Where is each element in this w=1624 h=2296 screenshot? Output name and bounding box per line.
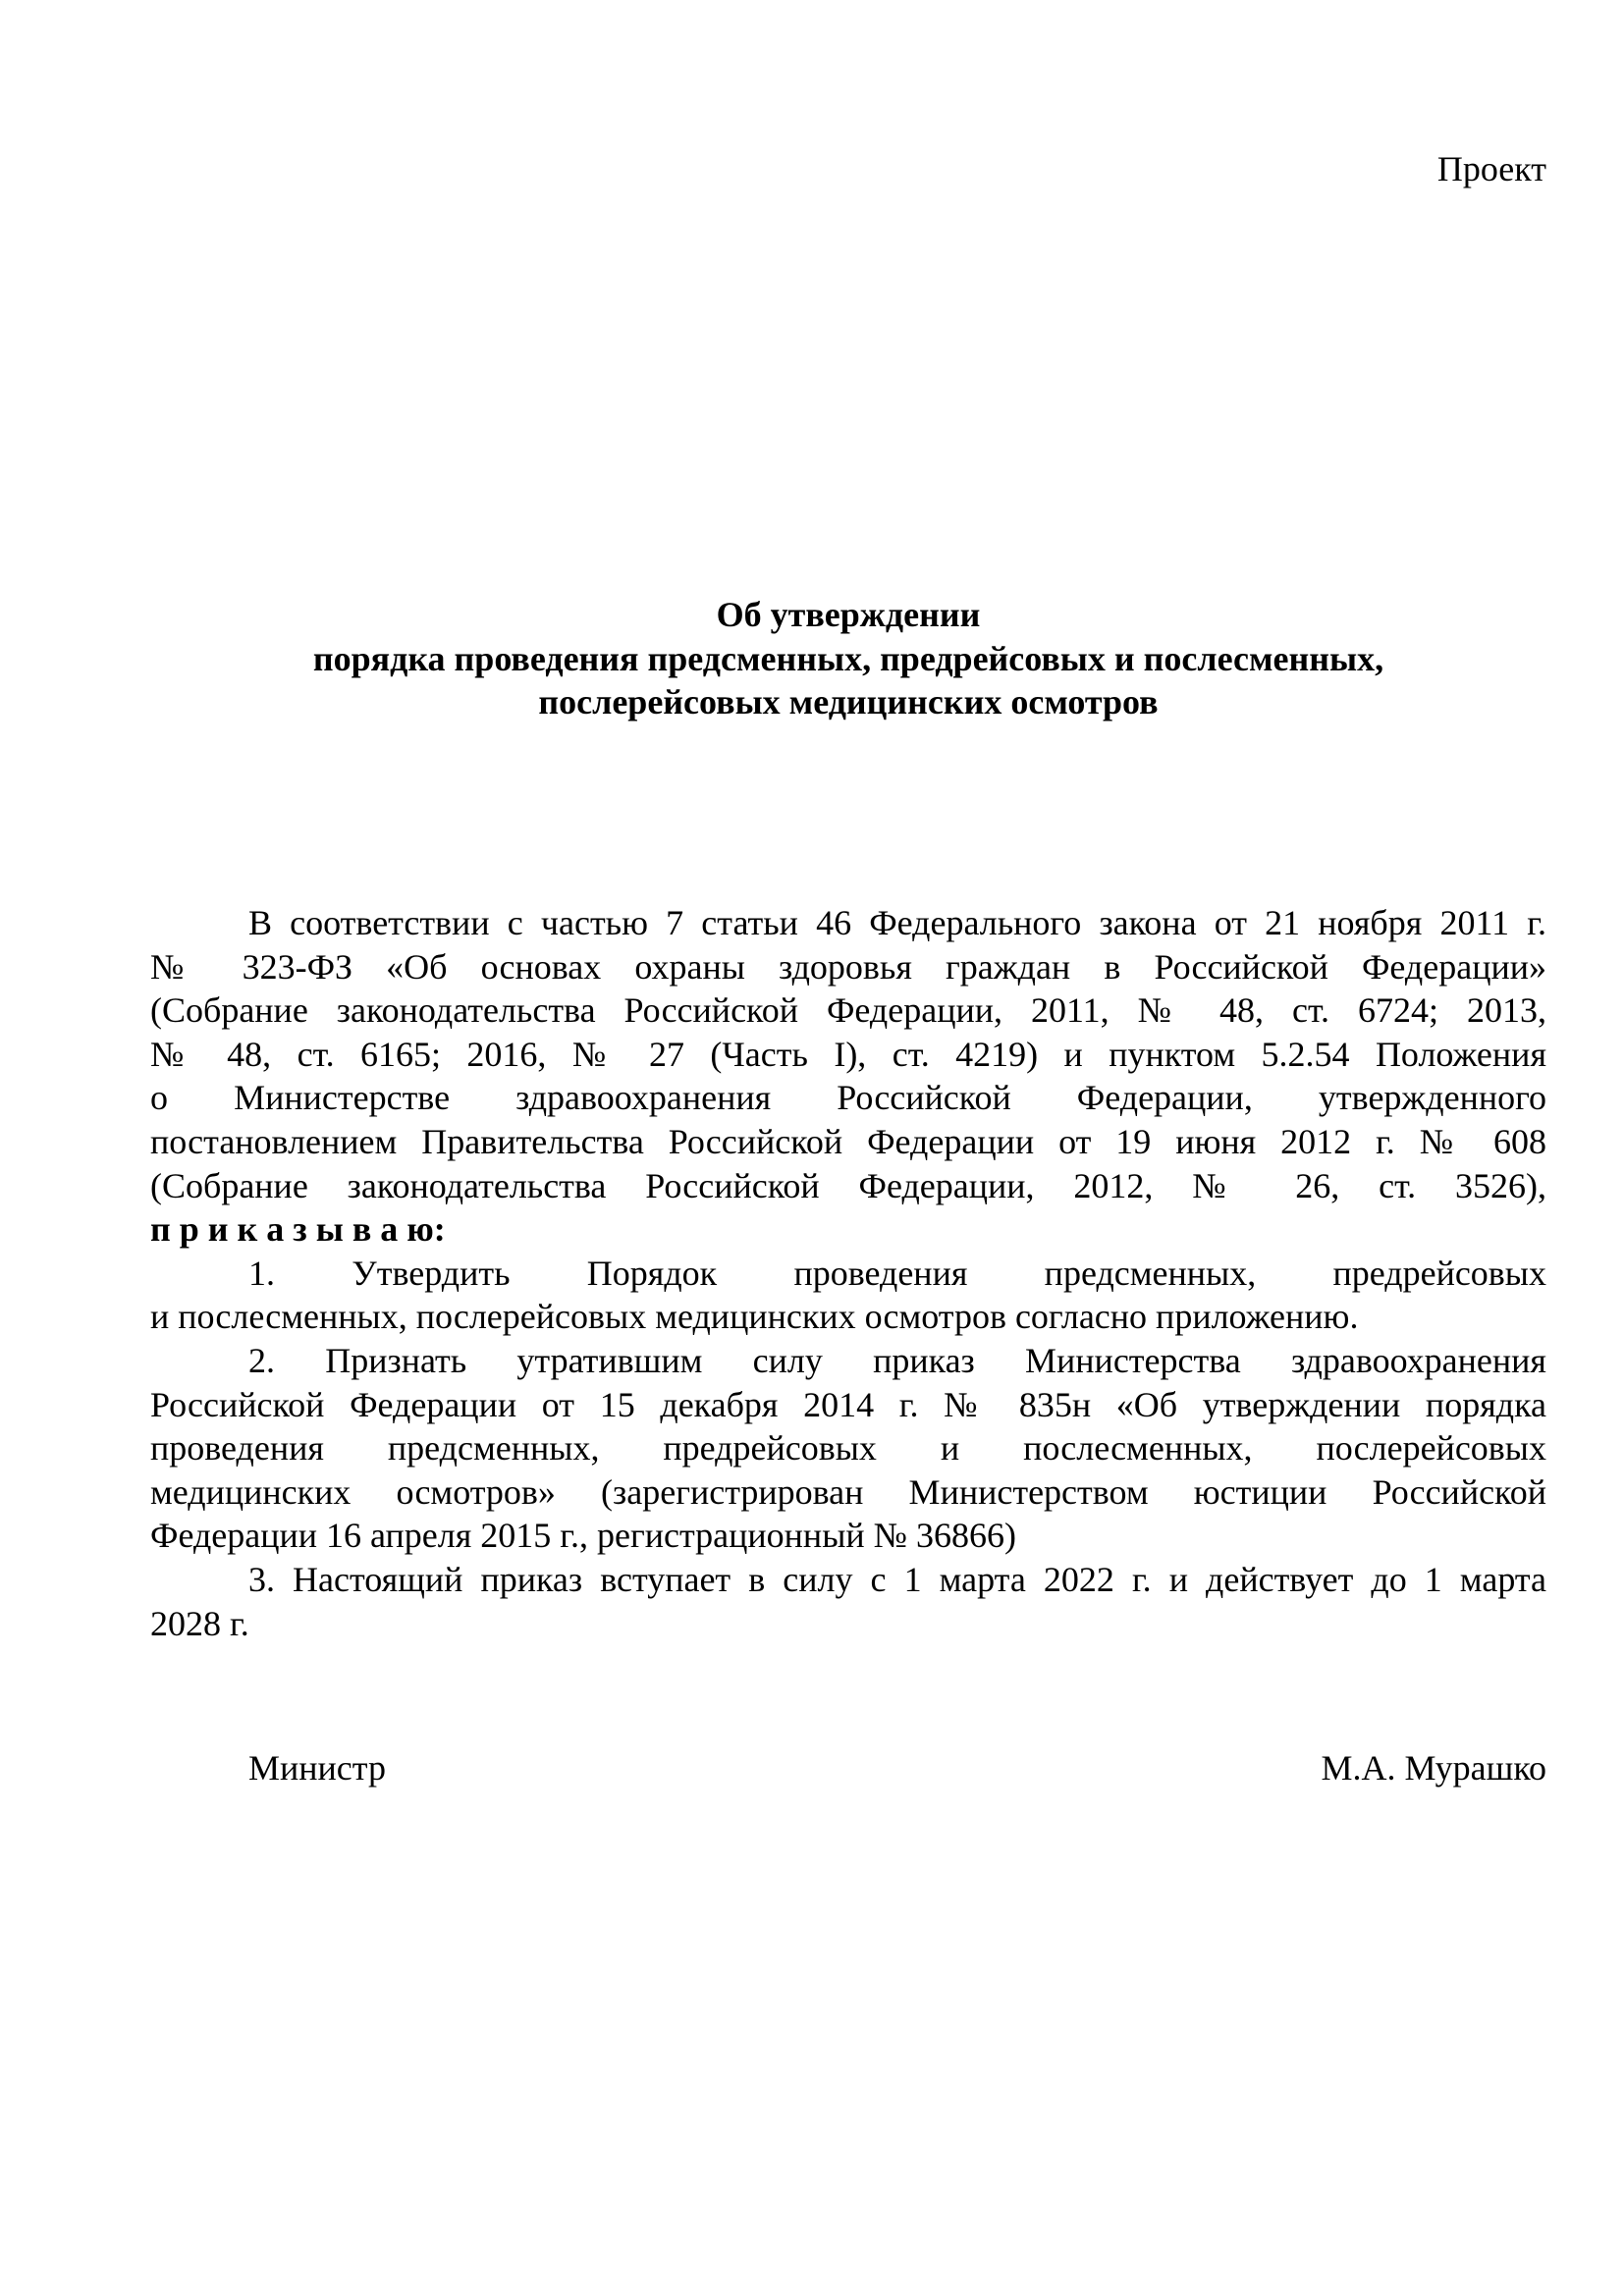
signature-position: Министр bbox=[248, 1748, 386, 1788]
text-line: послерейсовых медицинских осмотров bbox=[538, 682, 1159, 722]
text-line: В соответствии с частью 7 статьи 46 Федерального закона от 21 ноября 2011 г. bbox=[248, 903, 1546, 942]
text-line: о Министерстве здравоохранения Российской Федерации, утвержденного bbox=[150, 1078, 1546, 1118]
text-line: 1. Утвердить Порядок проведения предсменных, предрейсовых bbox=[248, 1253, 1546, 1293]
text-line: № 48, ст. 6165; 2016, № 27 (Часть I), ст. 4219) и пунктом 5.2.54 Положения bbox=[150, 1034, 1546, 1074]
text-line: Об утверждении bbox=[716, 595, 981, 634]
text-line: п р и к а з ы в а ю: bbox=[150, 1209, 446, 1250]
text-line: постановлением Правительства Российской Федерации от 19 июня 2012 г. № 608 bbox=[150, 1121, 1546, 1161]
text-line: и послесменных, послерейсовых медицинских осмотров согласно приложению. bbox=[150, 1297, 1359, 1337]
document-title bbox=[150, 593, 1546, 724]
text-line: 3. Настоящий приказ вступает в силу с 1 марта 2022 г. и действует до 1 марта bbox=[248, 1559, 1546, 1599]
document-body bbox=[150, 901, 1546, 1645]
text-line: медицинских осмотров» (зарегистрирован Министерством юстиции Российской bbox=[150, 1471, 1546, 1512]
draft-label: Проект bbox=[1436, 149, 1546, 188]
text-line: (Собрание законодательства Российской Федерации, 2011, № 48, ст. 6724; 2013, bbox=[150, 990, 1546, 1031]
text-line: Российской Федерации от 15 декабря 2014 г. № 835н «Об утверждении порядка bbox=[150, 1384, 1546, 1424]
text-line: 2. Признать утратившим силу приказ Министерства здравоохранения bbox=[248, 1340, 1546, 1380]
text-line: Федерации 16 апреля 2015 г., регистрационный № 36866) bbox=[150, 1516, 1016, 1556]
text-line: порядка проведения предсменных, предрейсовых и послесменных, bbox=[312, 638, 1384, 678]
text-line: (Собрание законодательства Российской Федерации, 2012, № 26, ст. 3526), bbox=[150, 1165, 1546, 1205]
signature-row bbox=[150, 1746, 1546, 1790]
text-line: проведения предсменных, предрейсовых и послесменных, послерейсовых bbox=[150, 1428, 1546, 1468]
text-line: № 323-ФЗ «Об основах охраны здоровья граждан в Российской Федерации» bbox=[150, 946, 1546, 987]
signature-name: М.А. Мурашко bbox=[1321, 1748, 1546, 1788]
text-line: 2028 г. bbox=[150, 1603, 249, 1643]
